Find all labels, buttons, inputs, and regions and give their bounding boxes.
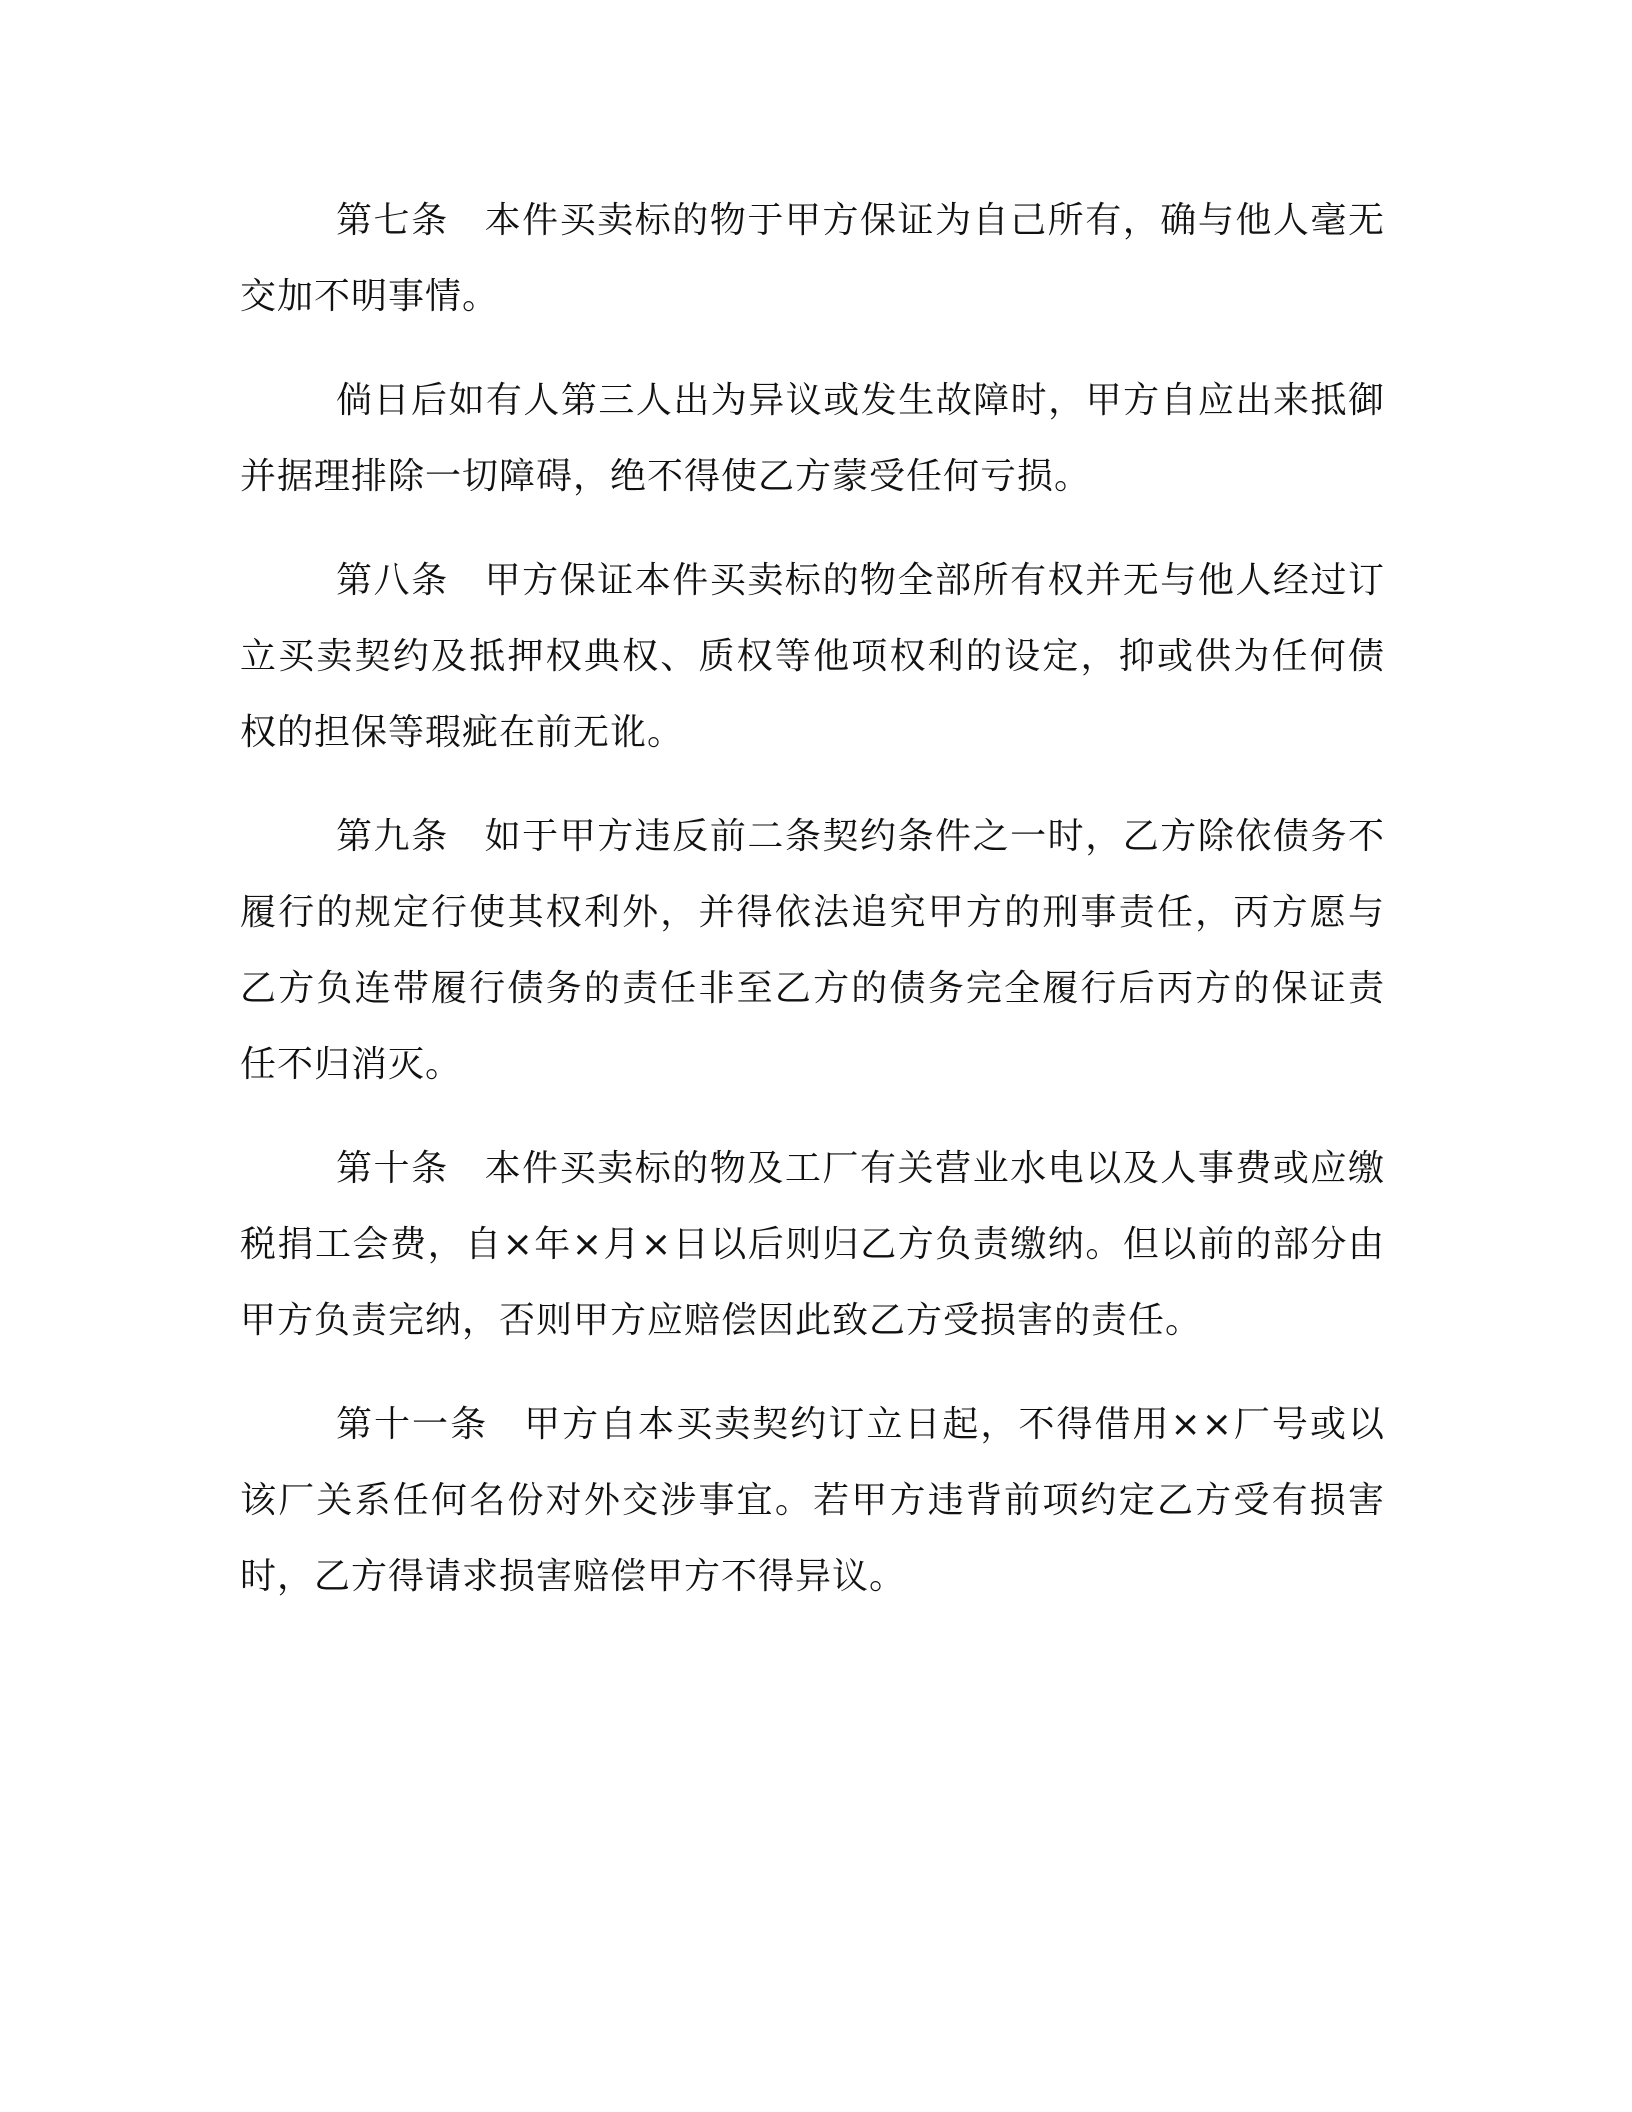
document-body <box>240 183 1385 1643</box>
article-8-paragraph <box>240 543 1385 771</box>
article-7-continuation-paragraph <box>240 363 1385 515</box>
article-heading: 第七条 <box>336 200 449 241</box>
article-heading: 第十条 <box>336 1148 449 1189</box>
article-7-paragraph <box>240 183 1385 335</box>
article-text: 倘日后如有人第三人出为异议或发生故障时，甲方自应出来抵御并据理排除一切障碍，绝不得使乙方蒙受任何亏损。 <box>240 380 1385 497</box>
article-11-paragraph <box>240 1387 1385 1615</box>
article-heading: 第九条 <box>336 816 449 857</box>
article-10-paragraph <box>240 1131 1385 1359</box>
article-9-paragraph <box>240 799 1385 1103</box>
article-text: 本件买卖标的物于甲方保证为自己所有，确与他人毫无交加不明事情。 <box>240 200 1385 317</box>
article-heading: 第八条 <box>336 560 449 601</box>
article-text: 如于甲方违反前二条契约条件之一时，乙方除依债务不履行的规定行使其权利外，并得依法追究甲方的刑事责任，丙方愿与乙方负连带履行债务的责任非至乙方的债务完全履行后丙方的保证责任不归消灭。 <box>240 816 1385 1085</box>
article-text: 甲方自本买卖契约订立日起，不得借用××厂号或以该厂关系任何名份对外交涉事宜。若甲方违背前项约定乙方受有损害时，乙方得请求损害赔偿甲方不得异议。 <box>240 1404 1385 1597</box>
article-text: 甲方保证本件买卖标的物全部所有权并无与他人经过订立买卖契约及抵押权典权、质权等他项权利的设定，抑或供为任何债权的担保等瑕疵在前无讹。 <box>240 560 1385 753</box>
article-text: 本件买卖标的物及工厂有关营业水电以及人事费或应缴税捐工会费，自×年×月×日以后则归乙方负责缴纳。但以前的部分由甲方负责完纳，否则甲方应赔偿因此致乙方受损害的责任。 <box>240 1148 1385 1341</box>
article-heading: 第十一条 <box>336 1404 489 1445</box>
